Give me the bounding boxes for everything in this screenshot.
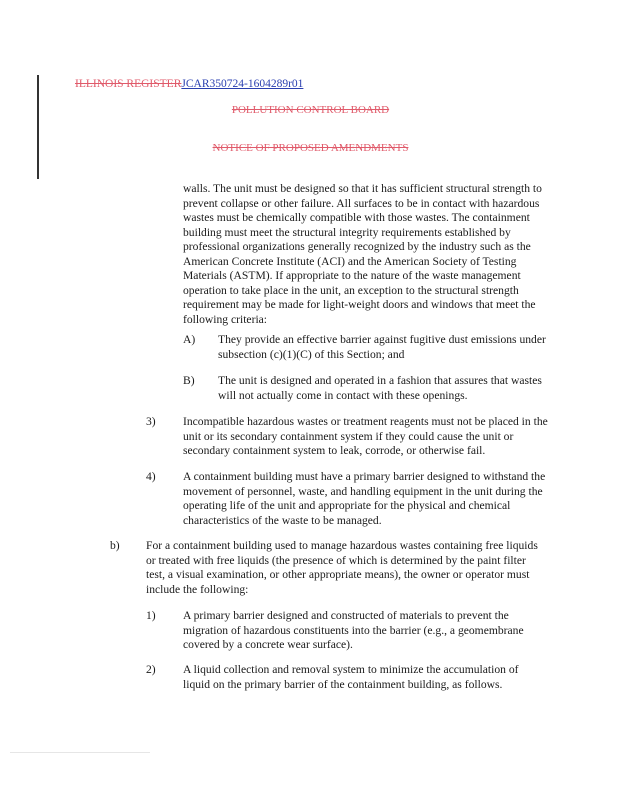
board-header: POLLUTION CONTROL BOARD bbox=[231, 104, 390, 116]
criterion-a-label: A) bbox=[183, 333, 196, 346]
revision-margin-bar bbox=[37, 75, 39, 179]
b-item-1-label: 1) bbox=[146, 609, 156, 622]
item-4-label: 4) bbox=[146, 470, 156, 483]
b-item-1-text: A primary barrier designed and constructed of materials to prevent the migration of hazardous constituents into the barrier (e.g., a geomembrane covered by a concrete wear surface). bbox=[183, 609, 524, 651]
section-b-label: b) bbox=[110, 539, 120, 552]
notice-header: NOTICE OF PROPOSED AMENDMENTS bbox=[212, 142, 409, 154]
b-item-2-label: 2) bbox=[146, 663, 156, 676]
item-4-text: A containment building must have a primary barrier designed to withstand the movement of personnel, waste, and handling equipment in the unit during the operating life of the unit and appropriate for the physical and chemical characteristics of the waste to be managed. bbox=[183, 470, 546, 527]
criterion-a-text: They provide an effective barrier against fugitive dust emissions under subsection (c)(1)(C) of this Section; and bbox=[218, 333, 546, 361]
register-header bbox=[75, 78, 303, 90]
register-strike-text: ILLINOIS REGISTER bbox=[75, 78, 182, 90]
footer-rule bbox=[10, 752, 150, 753]
criterion-b-text: The unit is designed and operated in a fashion that assures that wastes will not actually come in contact with these openings. bbox=[218, 374, 542, 402]
section-b-text: For a containment building used to manage hazardous wastes containing free liquids or treated with free liquids (the presence of which is determined by the paint filter test, a visual examination, or other appropriate means), the owner or operator must include the following: bbox=[146, 539, 538, 596]
intro-paragraph: walls. The unit must be designed so that it has sufficient structural strength to prevent collapse or other failure. All surfaces to be in contact with hazardous wastes must be chemically compatible with those wastes. The containment building must meet the structural integrity requirements established by professional organizations generally recognized by the industry such as the American Concrete Institute (ACI) and the American Society of Testing Materials (ASTM). If appropriate to the nature of the waste management operation to take place in the unit, an exception to the structural strength requirement may be made for light-weight doors and windows that meet the following criteria: bbox=[183, 182, 542, 326]
item-3-label: 3) bbox=[146, 415, 156, 428]
register-insert-text: JCAR350724-1604289r01 bbox=[181, 78, 304, 90]
criterion-b-label: B) bbox=[183, 374, 195, 387]
b-item-2-text: A liquid collection and removal system to minimize the accumulation of liquid on the primary barrier of the containment building, as follows. bbox=[183, 663, 519, 691]
item-3-text: Incompatible hazardous wastes or treatment reagents must not be placed in the unit or its secondary containment system if they could cause the unit or secondary containment system to leak, corrode, or otherwise fail. bbox=[183, 415, 548, 457]
